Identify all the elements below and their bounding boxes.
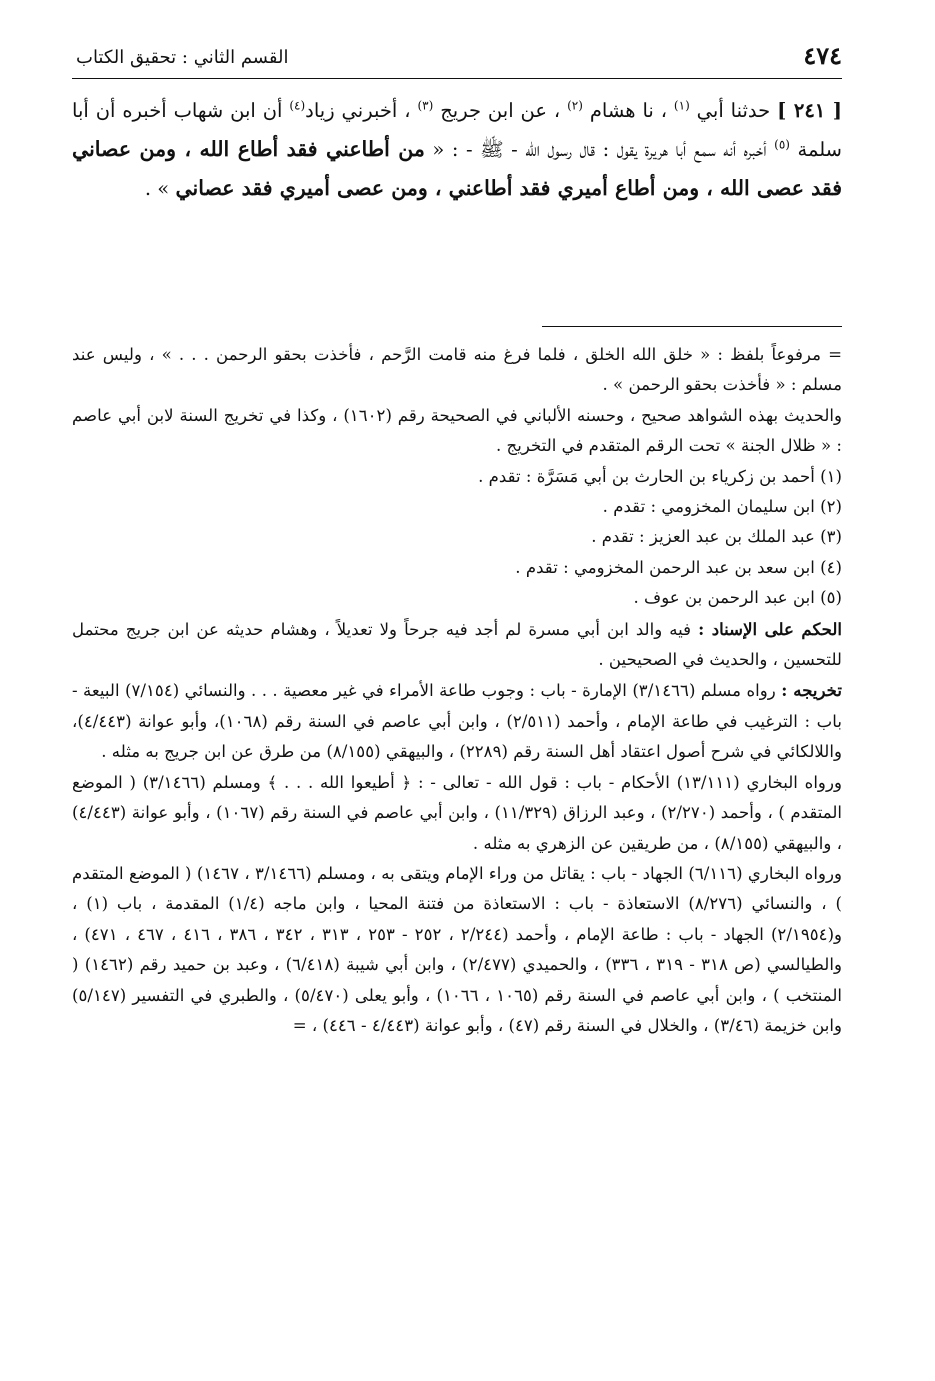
hadith-matn: من أطاعني فقد أطاع الله ، ومن عصاني فقد عصى الله ، ومن أطاع أميري فقد أطاعني ، ومن عصى أميري فقد عصاني	[72, 137, 842, 200]
footnote-text: والحديث بهذه الشواهد صحيح ، وحسنه الألباني في الصحيحة رقم (١٦٠٢) ، وكذا في تخريج السنة لابن أبي عاصم : « ظلال الجنة » تحت الرقم المتقدم في التخريج .	[72, 405, 842, 456]
takhrij-paragraph-2: ورواه البخاري (١٣/١١١) الأحكام - باب : قول الله - تعالى - : ﴿ أطيعوا الله . . . ﴾ ومسلم (٣/١٤٦٦) ( الموضع المتقدم ) ، وأحمد (٢/٢٧٠) ، وعبد الرزاق (١١/٣٢٩) ، وابن أبي عاصم في السنة رقم (١٠٦٧) ، وأبو عوانة (٤/٤٤٣) ، والبيهقي (٨/١٥٥) ، من طريقين عن الزهري به مثله .	[72, 772, 842, 853]
footnote-5: (٥) ابن عبد الرحمن بن عوف .	[633, 588, 842, 608]
footnote-3: (٣) عبد الملك بن عبد العزيز : تقدم .	[591, 527, 842, 547]
isnad-segment: ، نا هشام	[589, 99, 668, 122]
takhrij-label: تخريجه :	[781, 680, 843, 701]
hadith-closing: » .	[144, 177, 170, 200]
footnote-ref: (٢)	[567, 98, 583, 113]
hukm-paragraph	[72, 614, 842, 676]
section-title: القسم الثاني : تحقيق الكتاب	[76, 47, 289, 68]
footnote-separator	[542, 326, 842, 327]
hukm-text: فيه والد ابن أبي مسرة لم أجد فيه جرحاً ولا تعديلاً ، وهشام حديثه عن ابن جريج محتمل للتحسين ، والحديث في الصحيحين .	[72, 619, 842, 670]
footnote-1: (١) أحمد بن زكرياء بن الحارث بن أبي مَسَرَّة : تقدم .	[478, 466, 842, 486]
footnotes	[72, 340, 842, 1041]
takhrij-paragraph-3: ورواه البخاري (٦/١١٦) الجهاد - باب : يقاتل من وراء الإمام ويتقى به ، ومسلم (٣/١٤٦٦ ، ١٤٦٧) ( الموضع المتقدم ) ، والنسائي (٨/٢٧٦) الاستعاذة - باب : الاستعاذة من فتنة المحيا ، وابن ماجه (١/٤) المقدمة ، باب (١) ، و(٢/١٩٥٤) الجهاد - باب : طاعة الإمام ، وأحمد (٢/٢٤٤ ، ٢٥٢ - ٢٥٣ ، ٣١٣ ، ٣٤٢ ، ٣٨٦ ، ٤١٦ ، ٤٦٧ ، ٤٧١) ، والطيالسي (ص ٣١٨ - ٣١٩ ، ٣٣٦) ، والحميدي (٢/٤٧٧) ، وابن أبي شيبة (٦/٤١٨) ، وعبد بن حميد رقم (١٤٦٢) ( المنتخب ) ، وابن أبي عاصم في السنة رقم (١٠٦٥ ، ١٠٦٦) ، وأبو يعلى (٥/٤٧٠) ، والطبري في التفسير (٥/١٤٧) وابن خزيمة (٣/٤٦) ، والخلال في السنة رقم (٤٧) ، وأبو عوانة (٤/٤٤٣ - ٤٤٦) ، =	[72, 863, 843, 1035]
hukm-label: الحكم على الإسناد :	[698, 618, 842, 639]
footnote-2: (٢) ابن سليمان المخزومي : تقدم .	[602, 497, 842, 517]
hadith-text	[72, 92, 842, 208]
footnote-ref: (٤)	[289, 98, 306, 113]
takhrij-paragraph	[72, 675, 842, 767]
footnote-continuation: = مرفوعاً بلفظ : « خلق الله الخلق ، فلما فرغ منه قامت الرَّحم ، فأخذت بحقو الرحمن . . . » ، وليس عند مسلم : « فأخذت بحقو الرحمن » .	[72, 345, 842, 395]
hadith-number: [ ٢٤١ ]	[777, 99, 842, 122]
running-header	[72, 40, 842, 79]
footnote-ref: (١)	[673, 98, 690, 113]
isnad-segment: ، عن ابن جريج	[440, 99, 561, 122]
page-number: ٤٧٤	[803, 41, 842, 70]
book-page	[72, 36, 842, 1336]
takhrij-text: رواه مسلم (٣/١٤٦٦) الإمارة - باب : وجوب طاعة الأمراء في غير معصية . . . والنسائي (٧/١٥٤) البيعة - باب : الترغيب في طاعة الإمام ، وأحمد (٢/٥١١) ، وابن أبي عاصم في السنة رقم (١٠٦٨)، وأبو عوانة (٤/٤٤٣)، واللالكائي في شرح أصول اعتقاد أهل السنة رقم (٢٢٨٩) ، والبيهقي (٨/١٥٥) من طرق عن ابن جريج به مثله .	[72, 681, 842, 762]
isnad-segment: أخبره أنه سمع أبا هريرة يقول : قال رسول الله - ﷺ - : «	[432, 138, 767, 161]
hadith-paragraph	[72, 92, 842, 208]
isnad-segment: حدثنا أبي	[696, 99, 771, 122]
footnote-ref: (٥)	[774, 137, 790, 152]
isnad-segment: ، أخبرني زياد	[305, 99, 411, 122]
footnote-4: (٤) ابن سعد بن عبد الرحمن المخزومي : تقدم .	[515, 557, 842, 577]
footnote-ref: (٣)	[417, 98, 434, 113]
isnad-segment: أن ابن شهاب أخبره أن أبا سلمة	[72, 99, 843, 161]
